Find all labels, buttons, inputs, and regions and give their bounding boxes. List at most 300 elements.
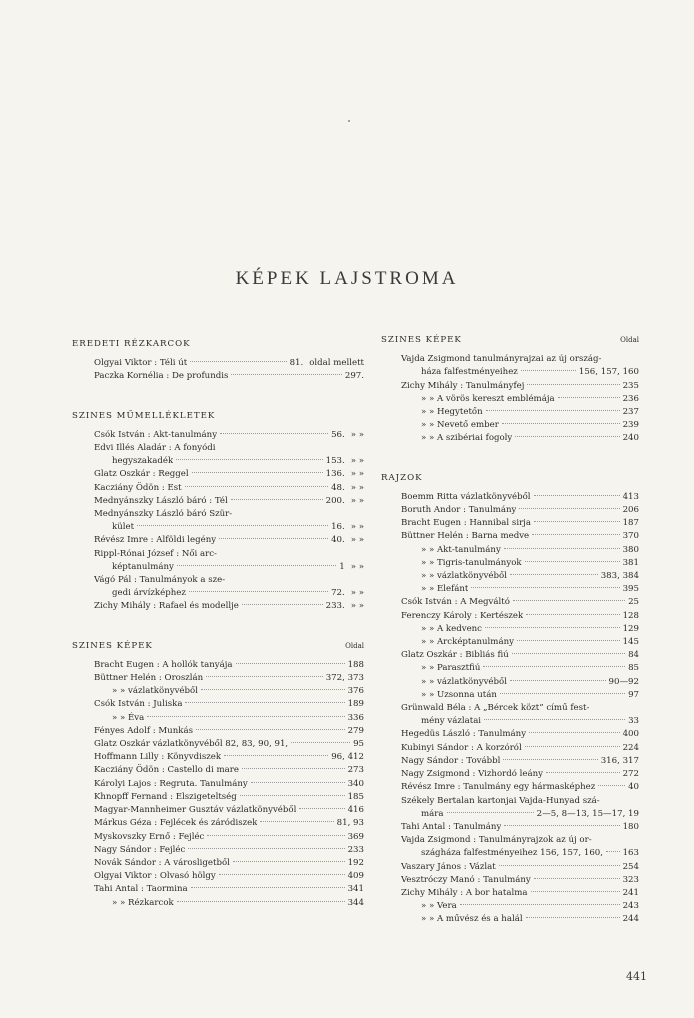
index-entry	[381, 821, 639, 834]
entry-text: mára	[421, 808, 444, 819]
leader-dots	[192, 472, 323, 473]
leader-dots	[500, 693, 625, 694]
entry-text: » » Hegytetőn	[421, 407, 483, 418]
index-entry	[72, 600, 364, 613]
index-entry	[72, 791, 364, 804]
entry-text: » » A vörös kereszt emblémája	[421, 393, 555, 404]
entry-text: Magyar-Mannheimer Gusztáv vázlatkönyvéből	[94, 805, 297, 816]
entry-text: Fényes Adolf : Munkás	[94, 725, 193, 736]
entry-page: 206	[622, 505, 639, 516]
leader-dots	[534, 495, 620, 496]
leader-dots	[598, 785, 625, 786]
entry-page: 372, 373	[325, 673, 364, 684]
leader-dots	[460, 904, 620, 905]
entry-page: 180	[622, 821, 639, 832]
leader-dots	[526, 614, 619, 615]
leader-dots	[291, 742, 350, 743]
paper-speck	[348, 120, 350, 122]
entry-page: 90—92	[608, 676, 639, 687]
entry-text: Nagy Zsigmond : Vizhordó leány	[401, 769, 543, 780]
index-entry	[381, 847, 639, 860]
leader-dots	[527, 384, 619, 385]
index-entry	[72, 844, 364, 857]
index-entry	[381, 702, 639, 715]
index-entry	[381, 742, 639, 755]
entry-page: 413	[622, 491, 639, 502]
index-entry	[381, 913, 639, 926]
entry-page: 233	[347, 844, 364, 855]
index-entry	[72, 561, 364, 574]
leader-dots	[236, 663, 345, 664]
entry-page: 84	[628, 650, 639, 661]
index-entry	[72, 370, 364, 383]
leader-dots	[191, 887, 345, 888]
index-entry	[72, 817, 364, 830]
index-entry	[381, 366, 639, 379]
leader-dots	[190, 361, 286, 362]
entry-page: 145	[622, 637, 639, 648]
entry-note: » »	[350, 522, 364, 533]
entry-page: 153.	[325, 456, 345, 467]
entry-text: szágháza falfestményeihez 156, 157, 160,	[421, 848, 603, 859]
entry-text: Tahi Antal : Taormina	[94, 884, 188, 895]
index-entry	[72, 574, 364, 587]
entry-page: 273	[347, 765, 364, 776]
leader-dots	[231, 499, 323, 500]
leader-dots	[447, 812, 534, 813]
entry-text: » » Rézkarcok	[112, 897, 174, 908]
entry-text: Bracht Eugen : A hollók tanyája	[94, 659, 233, 670]
section-heading-text: EREDETI RÉZKARCOK	[72, 339, 191, 349]
section-heading	[381, 472, 639, 485]
entry-text: » » Arcképtanulmány	[421, 637, 514, 648]
leader-dots	[251, 782, 345, 783]
entry-page: 380	[622, 544, 639, 555]
leader-dots	[299, 808, 344, 809]
entry-page: 2—5, 8—13, 15—17, 19	[536, 808, 639, 819]
leader-dots	[242, 768, 345, 769]
index-entry	[72, 764, 364, 777]
entry-page: 344	[347, 897, 364, 908]
entry-page: 235	[622, 380, 639, 391]
entry-page: 323	[622, 874, 639, 885]
entry-note: » »	[350, 429, 364, 440]
leader-dots	[531, 891, 620, 892]
entry-page: 163	[622, 848, 639, 859]
leader-dots	[510, 680, 606, 681]
leader-dots	[486, 410, 620, 411]
entry-page: 340	[347, 778, 364, 789]
leader-dots	[532, 534, 619, 535]
index-section	[72, 410, 364, 614]
index-entry	[381, 808, 639, 821]
index-entry	[72, 725, 364, 738]
entry-text: » » Uzsonna után	[421, 689, 497, 700]
entry-page: 187	[622, 518, 639, 529]
entry-note: » »	[350, 535, 364, 546]
entry-page: 233.	[325, 601, 345, 612]
entry-page: 200.	[325, 495, 345, 506]
entry-page: 85	[628, 663, 639, 674]
entry-page: 33	[628, 716, 639, 727]
entry-text: Nagy Sándor : Fejléc	[94, 844, 186, 855]
section-heading-text: RAJZOK	[381, 472, 423, 483]
entry-page: 336	[347, 712, 364, 723]
leader-dots	[483, 666, 625, 667]
index-entry	[381, 517, 639, 530]
entry-text: mény vázlatai	[421, 716, 482, 727]
entry-text: Vajda Zsigmond tanulmányrajzai az új ország-	[401, 354, 602, 365]
leader-dots	[519, 508, 619, 509]
entry-text: Glatz Oszkár : Bibliás fiú	[401, 650, 509, 661]
entry-text: » » vázlatkönyvéből	[421, 676, 507, 687]
index-entry	[381, 623, 639, 636]
index-entry	[381, 874, 639, 887]
entry-text: Novák Sándor : A városligetből	[94, 857, 230, 868]
oldal-label: Oldal	[345, 641, 364, 650]
entry-text: háza falfestményeihez	[421, 367, 518, 378]
entry-page: 224	[622, 742, 639, 753]
index-entry	[72, 429, 364, 442]
index-entry	[381, 781, 639, 794]
index-entry	[72, 738, 364, 751]
entry-text: » » Parasztfiú	[421, 663, 481, 674]
leader-dots	[260, 821, 333, 822]
leader-dots	[196, 729, 345, 730]
entry-text: Glatz Oszkár vázlatkönyvéből 82, 83, 90, 91,	[94, 739, 289, 750]
index-entry	[381, 649, 639, 662]
entry-note: » »	[350, 588, 364, 599]
leader-dots	[546, 772, 620, 773]
leader-dots	[529, 732, 620, 733]
index-entry	[72, 897, 364, 910]
index-entry	[381, 406, 639, 419]
index-entry	[381, 662, 639, 675]
index-entry	[381, 834, 639, 847]
entry-page: 48.	[331, 482, 345, 493]
leader-dots	[471, 587, 619, 588]
entry-text: » » A szibériai fogoly	[421, 433, 513, 444]
leader-dots	[525, 746, 620, 747]
entry-page: 409	[347, 871, 364, 882]
entry-page: 243	[622, 901, 639, 912]
entry-text: Grünwald Béla : A „Bércek közt” című fest-	[401, 703, 590, 714]
index-entry	[72, 672, 364, 685]
entry-page: 96, 412	[331, 752, 364, 763]
index-entry	[381, 557, 639, 570]
leader-dots	[137, 525, 328, 526]
leader-dots	[558, 397, 620, 398]
section-heading	[72, 338, 364, 351]
index-entry	[381, 544, 639, 557]
index-entry	[72, 712, 364, 725]
entry-text: Boemm Ritta vázlatkönyvéből	[401, 491, 531, 502]
index-entry	[72, 804, 364, 817]
index-entry	[72, 831, 364, 844]
index-entry	[72, 778, 364, 791]
entry-text: Mednyánszky László báró : Tél	[94, 495, 228, 506]
index-entry	[381, 432, 639, 445]
entry-page: 272	[622, 769, 639, 780]
section-heading-text: SZINES MŰMELLÉKLETEK	[72, 410, 216, 421]
entry-text: » » vázlatkönyvéből	[421, 571, 507, 582]
entry-note: » »	[350, 495, 364, 506]
leader-dots	[240, 795, 345, 796]
entry-text: » » Akt-tanulmány	[421, 544, 501, 555]
leader-dots	[503, 759, 597, 760]
entry-page: 239	[622, 420, 639, 431]
leader-dots	[515, 436, 619, 437]
entry-text: Büttner Helén : Oroszlán	[94, 673, 204, 684]
index-entry	[381, 900, 639, 913]
entry-page: 40	[628, 782, 639, 793]
entry-text: » » A kedvenc	[421, 623, 482, 634]
entry-text: Károlyi Lajos : Regruta. Tanulmány	[94, 778, 248, 789]
index-entry	[381, 795, 639, 808]
entry-text: Vajda Zsigmond : Tanulmányrajzok az új or-	[401, 835, 592, 846]
entry-text: Mednyánszky László báró Szür-	[94, 509, 233, 520]
index-section	[72, 338, 364, 384]
entry-page: 189	[347, 699, 364, 710]
index-entry	[72, 751, 364, 764]
leader-dots	[242, 604, 323, 605]
index-entry	[72, 685, 364, 698]
entry-page: 156, 157, 160	[578, 367, 639, 378]
entry-text: Székely Bertalan kartonjai Vajda-Hunyad szá-	[401, 795, 600, 806]
index-entry	[381, 689, 639, 702]
leader-dots	[534, 878, 620, 879]
entry-note: » »	[350, 482, 364, 493]
leader-dots	[485, 627, 620, 628]
index-entry	[381, 755, 639, 768]
entry-text: » » Elefánt	[421, 584, 469, 595]
entry-text: Zichy Mihály : A bor hatalma	[401, 887, 528, 898]
left-column	[72, 338, 364, 922]
entry-text: Vaszary János : Vázlat	[401, 861, 496, 872]
entry-text: Kubinyi Sándor : A korzóról	[401, 742, 522, 753]
entry-text: » » Nevető ember	[421, 420, 499, 431]
entry-note: oldal mellett	[309, 358, 364, 369]
entry-page: 244	[622, 914, 639, 925]
entry-page: 254	[622, 861, 639, 872]
entry-page: 56.	[331, 429, 345, 440]
entry-text: Csók István : A Megváltó	[401, 597, 510, 608]
leader-dots	[504, 825, 619, 826]
entry-page: 341	[347, 884, 364, 895]
leader-dots	[526, 917, 620, 918]
entry-text: Kacziány Ödön : Est	[94, 482, 182, 493]
index-entry	[72, 857, 364, 870]
index-entry	[72, 534, 364, 547]
entry-page: 128	[622, 610, 639, 621]
index-entry	[72, 468, 364, 481]
index-entry	[381, 610, 639, 623]
index-entry	[381, 768, 639, 781]
entry-page: 72.	[331, 588, 345, 599]
entry-page: 25	[628, 597, 639, 608]
entry-page: 370	[622, 531, 639, 542]
entry-text: Vesztróczy Manó : Tanulmány	[401, 874, 531, 885]
entry-text: Myskovszky Ernő : Fejléc	[94, 831, 205, 842]
leader-dots	[525, 561, 620, 562]
leader-dots	[484, 719, 625, 720]
entry-text: Márkus Géza : Fejlécek és záródiszek	[94, 818, 258, 829]
leader-dots	[147, 716, 344, 717]
index-entry	[72, 883, 364, 896]
entry-text: » » Éva	[112, 712, 145, 723]
index-entry	[381, 636, 639, 649]
entry-text: Vágó Pál : Tanulmányok a sze-	[94, 575, 226, 586]
entry-text: Paczka Kornélia : De profundis	[94, 371, 229, 382]
entry-text: Zichy Mihály : Tanulmányfej	[401, 380, 525, 391]
entry-text: Hoffmann Lilly : Könyvdiszek	[94, 752, 222, 763]
leader-dots	[201, 689, 345, 690]
entry-page: 297.	[344, 371, 364, 382]
leader-dots	[177, 565, 336, 566]
entry-text: Edvi Illés Aladár : A fonyódi	[94, 443, 216, 454]
leader-dots	[502, 423, 620, 424]
entry-page: 16.	[331, 522, 345, 533]
entry-text: Büttner Helén : Barna medve	[401, 531, 530, 542]
entry-text: Révész Imre : Alföldi legény	[94, 535, 217, 546]
entry-page: 400	[622, 729, 639, 740]
entry-text: Bracht Eugen : Hannibal sirja	[401, 518, 531, 529]
entry-text: Hegedüs László : Tanulmány	[401, 729, 527, 740]
leader-dots	[206, 676, 323, 677]
entry-page: 237	[622, 407, 639, 418]
entry-text: Zichy Mihály : Rafael és modellje	[94, 601, 239, 612]
entry-page: 241	[622, 887, 639, 898]
index-entry	[72, 659, 364, 672]
index-entry	[381, 715, 639, 728]
index-section	[381, 472, 639, 927]
index-entry	[381, 353, 639, 366]
index-entry	[72, 698, 364, 711]
leader-dots	[534, 521, 620, 522]
index-entry	[381, 570, 639, 583]
entry-text: Csók István : Juliska	[94, 699, 183, 710]
index-entry	[72, 455, 364, 468]
page-title: KÉPEK LAJSTROMA	[235, 268, 459, 289]
leader-dots	[510, 574, 598, 575]
index-entry	[381, 861, 639, 874]
index-section	[381, 334, 639, 446]
entry-page: 383, 384	[600, 571, 639, 582]
index-entry	[72, 357, 364, 370]
entry-text: Olgyai Viktor : Téli út	[94, 358, 188, 369]
leader-dots	[512, 653, 625, 654]
page-number: 441	[626, 970, 647, 983]
right-column	[381, 334, 639, 939]
leader-dots	[499, 865, 620, 866]
index-entry	[72, 442, 364, 455]
entry-text: hegyszakadék	[112, 456, 174, 467]
entry-page: 1	[339, 561, 345, 572]
leader-dots	[220, 433, 328, 434]
leader-dots	[188, 848, 344, 849]
index-entry	[72, 482, 364, 495]
entry-page: 240	[622, 433, 639, 444]
entry-text: » » Tigris-tanulmányok	[421, 557, 522, 568]
index-entry	[72, 495, 364, 508]
entry-text: Boruth Andor : Tanulmány	[401, 505, 517, 516]
entry-text: Kacziány Ödön : Castello di mare	[94, 765, 239, 776]
entry-page: 416	[347, 805, 364, 816]
entry-page: 81.	[289, 358, 304, 369]
entry-note: » »	[350, 456, 364, 467]
leader-dots	[185, 486, 328, 487]
leader-dots	[504, 548, 620, 549]
entry-page: 316, 317	[600, 755, 639, 766]
leader-dots	[233, 861, 345, 862]
leader-dots	[189, 591, 328, 592]
entry-text: Tahi Antal : Tanulmány	[401, 821, 502, 832]
index-entry	[72, 508, 364, 521]
leader-dots	[224, 755, 328, 756]
index-entry	[381, 419, 639, 432]
leader-dots	[231, 374, 341, 375]
index-entry	[381, 676, 639, 689]
index-entry	[381, 393, 639, 406]
section-heading	[381, 334, 639, 347]
section-heading	[72, 410, 364, 423]
entry-text: Glatz Oszkár : Reggel	[94, 469, 189, 480]
entry-page: 185	[347, 791, 364, 802]
index-entry	[72, 870, 364, 883]
index-entry	[381, 504, 639, 517]
entry-text: Khnopff Fernand : Elszigeteltség	[94, 791, 237, 802]
entry-page: 192	[347, 857, 364, 868]
entry-note: » »	[350, 469, 364, 480]
entry-text: gedi árvízképhez	[112, 588, 186, 599]
leader-dots	[517, 640, 620, 641]
entry-page: 395	[622, 584, 639, 595]
leader-dots	[185, 702, 344, 703]
entry-page: 136.	[325, 469, 345, 480]
entry-text: kület	[112, 522, 135, 533]
entry-text: Rippl-Rónai József : Női arc-	[94, 548, 217, 559]
index-section	[72, 640, 364, 910]
index-entry	[381, 728, 639, 741]
index-entry	[381, 583, 639, 596]
entry-note: » »	[350, 601, 364, 612]
entry-page: 81, 93	[336, 818, 364, 829]
entry-page: 40.	[331, 535, 345, 546]
oldal-label: Oldal	[620, 336, 639, 344]
entry-page: 279	[347, 725, 364, 736]
index-entry	[381, 887, 639, 900]
index-entry	[381, 491, 639, 504]
entry-text: Csók István : Akt-tanulmány	[94, 429, 218, 440]
leader-dots	[176, 459, 322, 460]
entry-page: 188	[347, 659, 364, 670]
entry-text: » » A művész és a halál	[421, 914, 523, 925]
leader-dots	[177, 901, 345, 902]
entry-note: » »	[350, 561, 364, 572]
entry-text: » » vázlatkönyvéből	[112, 686, 198, 697]
index-entry	[381, 530, 639, 543]
entry-page: 236	[622, 393, 639, 404]
entry-text: képtanulmány	[112, 561, 174, 572]
entry-text: Ferenczy Károly : Kertészek	[401, 610, 524, 621]
section-heading-text: SZINES KÉPEK	[72, 640, 153, 651]
entry-page: 369	[347, 831, 364, 842]
leader-dots	[513, 600, 625, 601]
leader-dots	[521, 370, 576, 371]
index-entry	[72, 521, 364, 534]
entry-page: 129	[622, 623, 639, 634]
index-entry	[72, 587, 364, 600]
